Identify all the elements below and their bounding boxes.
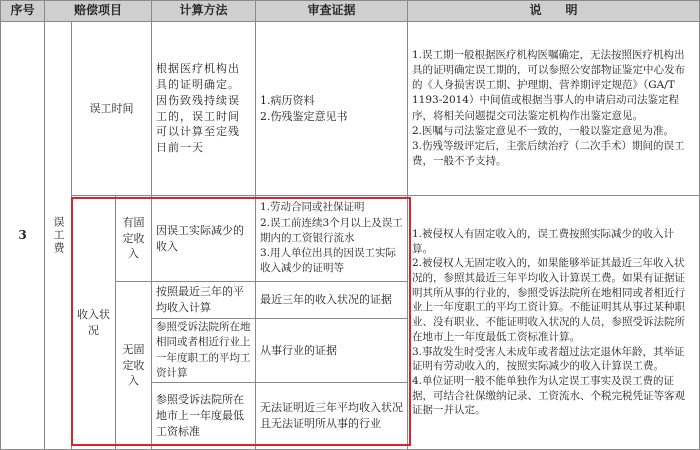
income-note-1: 1.被侵权人有固定收入的，误工费按照实际减少的收入计算。 bbox=[412, 228, 675, 255]
no-fixed-evidence-2: 从事行业的证据 bbox=[260, 343, 337, 357]
lost-time-notes bbox=[407, 21, 700, 196]
header-evidence: 审查证据 bbox=[255, 0, 408, 22]
income-label: 收入状况 bbox=[71, 195, 116, 450]
no-fixed-row-1-method bbox=[151, 281, 256, 319]
income-note-3: 3.事故发生时受害人未成年或者超过法定退休年龄，其举证证明有劳动收入的，按照实际减少的收入计算误工费。 bbox=[412, 345, 685, 373]
lost-time-method-text: 根据医疗机构出具的证明确定。因伤致残持续误工的，误工时间可以计算至定残日前一天 bbox=[156, 61, 240, 155]
lost-time-evidence-text: 1.病历资料 2.伤残鉴定意见书 bbox=[260, 93, 348, 123]
no-fixed-evidence-3: 无法证明近三年平均收入状况且无法证明所从事的行业 bbox=[260, 401, 403, 430]
fixed-evidence-2: 2.误工前连续3个月以上及误工期内的工资银行流水 bbox=[260, 216, 403, 244]
no-fixed-row-2-method bbox=[151, 318, 256, 383]
no-fixed-income-label: 无固定收入 bbox=[115, 281, 152, 450]
fixed-income-method-text: 因误工实际减少的收入 bbox=[156, 223, 244, 253]
fixed-income-evidence bbox=[255, 195, 408, 282]
income-notes bbox=[407, 195, 700, 450]
fixed-evidence-3: 3.用人单位出具的因误工实际收入减少的证明等 bbox=[260, 247, 397, 275]
income-note-4: 4.单位证明一般不能单独作为认定误工事实及误工费的证据，可结合社保缴纳记录、工资流水、个税完税凭证等客观证据一并认定。 bbox=[412, 374, 685, 417]
lost-time-note-3: 3.伤残等级评定后，主张后续治疗（二次手术）期间的误工费，一般不予支持。 bbox=[412, 139, 685, 168]
header-method: 计算方法 bbox=[151, 0, 256, 22]
no-fixed-method-1: 按照最近三年的平均收入计算 bbox=[156, 285, 244, 314]
lost-time-label: 误工时间 bbox=[71, 21, 152, 196]
item-cell bbox=[44, 21, 72, 450]
lost-time-note-1: 1.误工期一般根据医疗机构医嘱确定，无法按照医疗机构出具的证明确定误工期的，可以参照公安部物证鉴定中心发布的《人身损害误工期、护理期、营养期评定规范》（GA/T 1193-2014）中间值或根据当事人的申请启动司法鉴定程序，将相关问题提交司法鉴定机构作出鉴定意见。 bbox=[412, 48, 685, 122]
fixed-income-method bbox=[151, 195, 256, 282]
no-fixed-row-1-evidence bbox=[255, 281, 408, 319]
lost-time-method bbox=[151, 21, 256, 196]
no-fixed-row-3-method bbox=[151, 382, 256, 450]
header-item: 赔偿项目 bbox=[44, 0, 152, 22]
no-fixed-method-2: 参照受诉法院所在地相同或者相近行业上一年度职工的平均工资计算 bbox=[156, 321, 251, 379]
no-fixed-evidence-1: 最近三年的收入状况的证据 bbox=[260, 293, 392, 307]
lost-time-note-2: 2.医嘱与司法鉴定意见不一致的，一般以鉴定意见为准。 bbox=[412, 124, 675, 137]
no-fixed-row-3-evidence bbox=[255, 382, 408, 450]
lost-time-evidence bbox=[255, 21, 408, 196]
no-fixed-method-3: 参照受诉法院所在地市上一年度最低工资标准 bbox=[156, 393, 244, 438]
fixed-evidence-1: 1.劳动合同或社保证明 bbox=[260, 201, 365, 214]
header-seq: 序号 bbox=[0, 0, 45, 22]
header-notes: 说 明 bbox=[407, 0, 700, 22]
income-note-2: 2.被侵权人无固定收入的，如果能够举证其最近三年收入状况的，参照其最近三年平均收入计算误工费。如果有证据证明其所从事的行业的，参照受诉法院所在地相同或者相近行业上一年度职工的平均工资计算。不能证明其从事过某种职业、没有职业、不能证明收入状况的人员，参照受诉法院所在地市上一年度最低工资标准计算。 bbox=[412, 257, 685, 343]
item-label: 误工费 bbox=[51, 216, 65, 255]
row-number: 3 bbox=[0, 21, 45, 450]
no-fixed-row-2-evidence bbox=[255, 318, 408, 383]
fixed-income-label: 有固定收入 bbox=[115, 195, 152, 282]
